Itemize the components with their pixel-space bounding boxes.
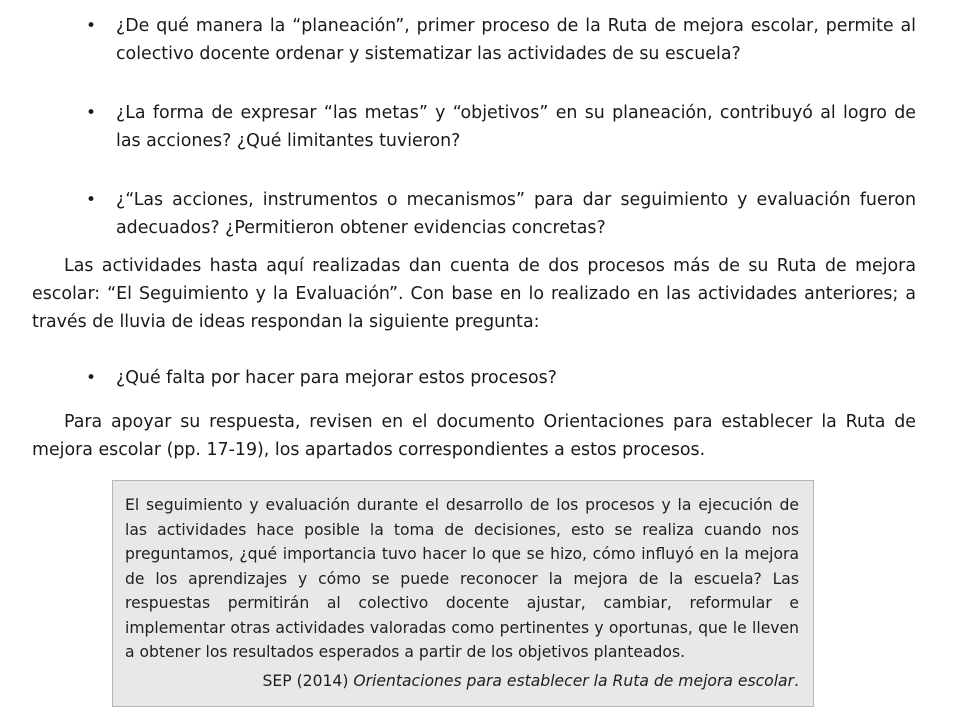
- quote-text: El seguimiento y evaluación durante el desarrollo de los procesos y la ejecución de las actividades hace posible la toma de decisiones, esto se realiza cuando nos preguntamos, ¿qué importancia tuvo hacer lo que se hizo, cómo influyó en la mejora de los aprendizajes y cómo se puede reconocer la mejora de la escuela? Las respuestas permitirán al colectivo docente ajustar, cambiar, reformular e implementar otras actividades valoradas como pertinentes y oportunas, que le lleven a obtener los resultados esperados a partir de los objetivos planteados.: [125, 496, 799, 661]
- quote-citation: [125, 669, 799, 693]
- citation-title: Orientaciones para establecer la Ruta de mejora escolar: [353, 671, 795, 690]
- question-planeacion: • ¿De qué manera la “planeación”, primer proceso de la Ruta de mejora escolar, permite al colectivo docente ordenar y sistematizar las actividades de su escuela?: [86, 12, 916, 68]
- reflection-questions-list: [86, 12, 916, 273]
- question-metas-objetivos: • ¿La forma de expresar “las metas” y “objetivos” en su planeación, contribuyó al logro de las acciones? ¿Qué limitantes tuvieron?: [86, 99, 916, 155]
- quote-box: [112, 480, 814, 707]
- citation-period: .: [794, 671, 799, 690]
- question-que-falta: • ¿Qué falta por hacer para mejorar estos procesos?: [86, 364, 916, 392]
- paragraph-orientaciones: Para apoyar su respuesta, revisen en el documento Orientaciones para establecer la Ruta de mejora escolar (pp. 17-19), los apartados correspondientes a estos procesos.: [32, 412, 916, 460]
- brainstorm-question-list: [86, 364, 916, 392]
- question-acciones-instrumentos: • ¿“Las acciones, instrumentos o mecanismos” para dar seguimiento y evaluación fueron adecuados? ¿Permitieron obtener evidencias concretas?: [86, 186, 916, 242]
- paragraph-seguimiento-evaluacion: Las actividades hasta aquí realizadas dan cuenta de dos procesos más de su Ruta de mejora escolar: “El Seguimiento y la Evaluación”. Con base en lo realizado en las actividades anteriores; a través de lluvia de ideas respondan la siguiente pregunta:: [32, 256, 916, 332]
- citation-author: SEP (2014): [262, 671, 354, 690]
